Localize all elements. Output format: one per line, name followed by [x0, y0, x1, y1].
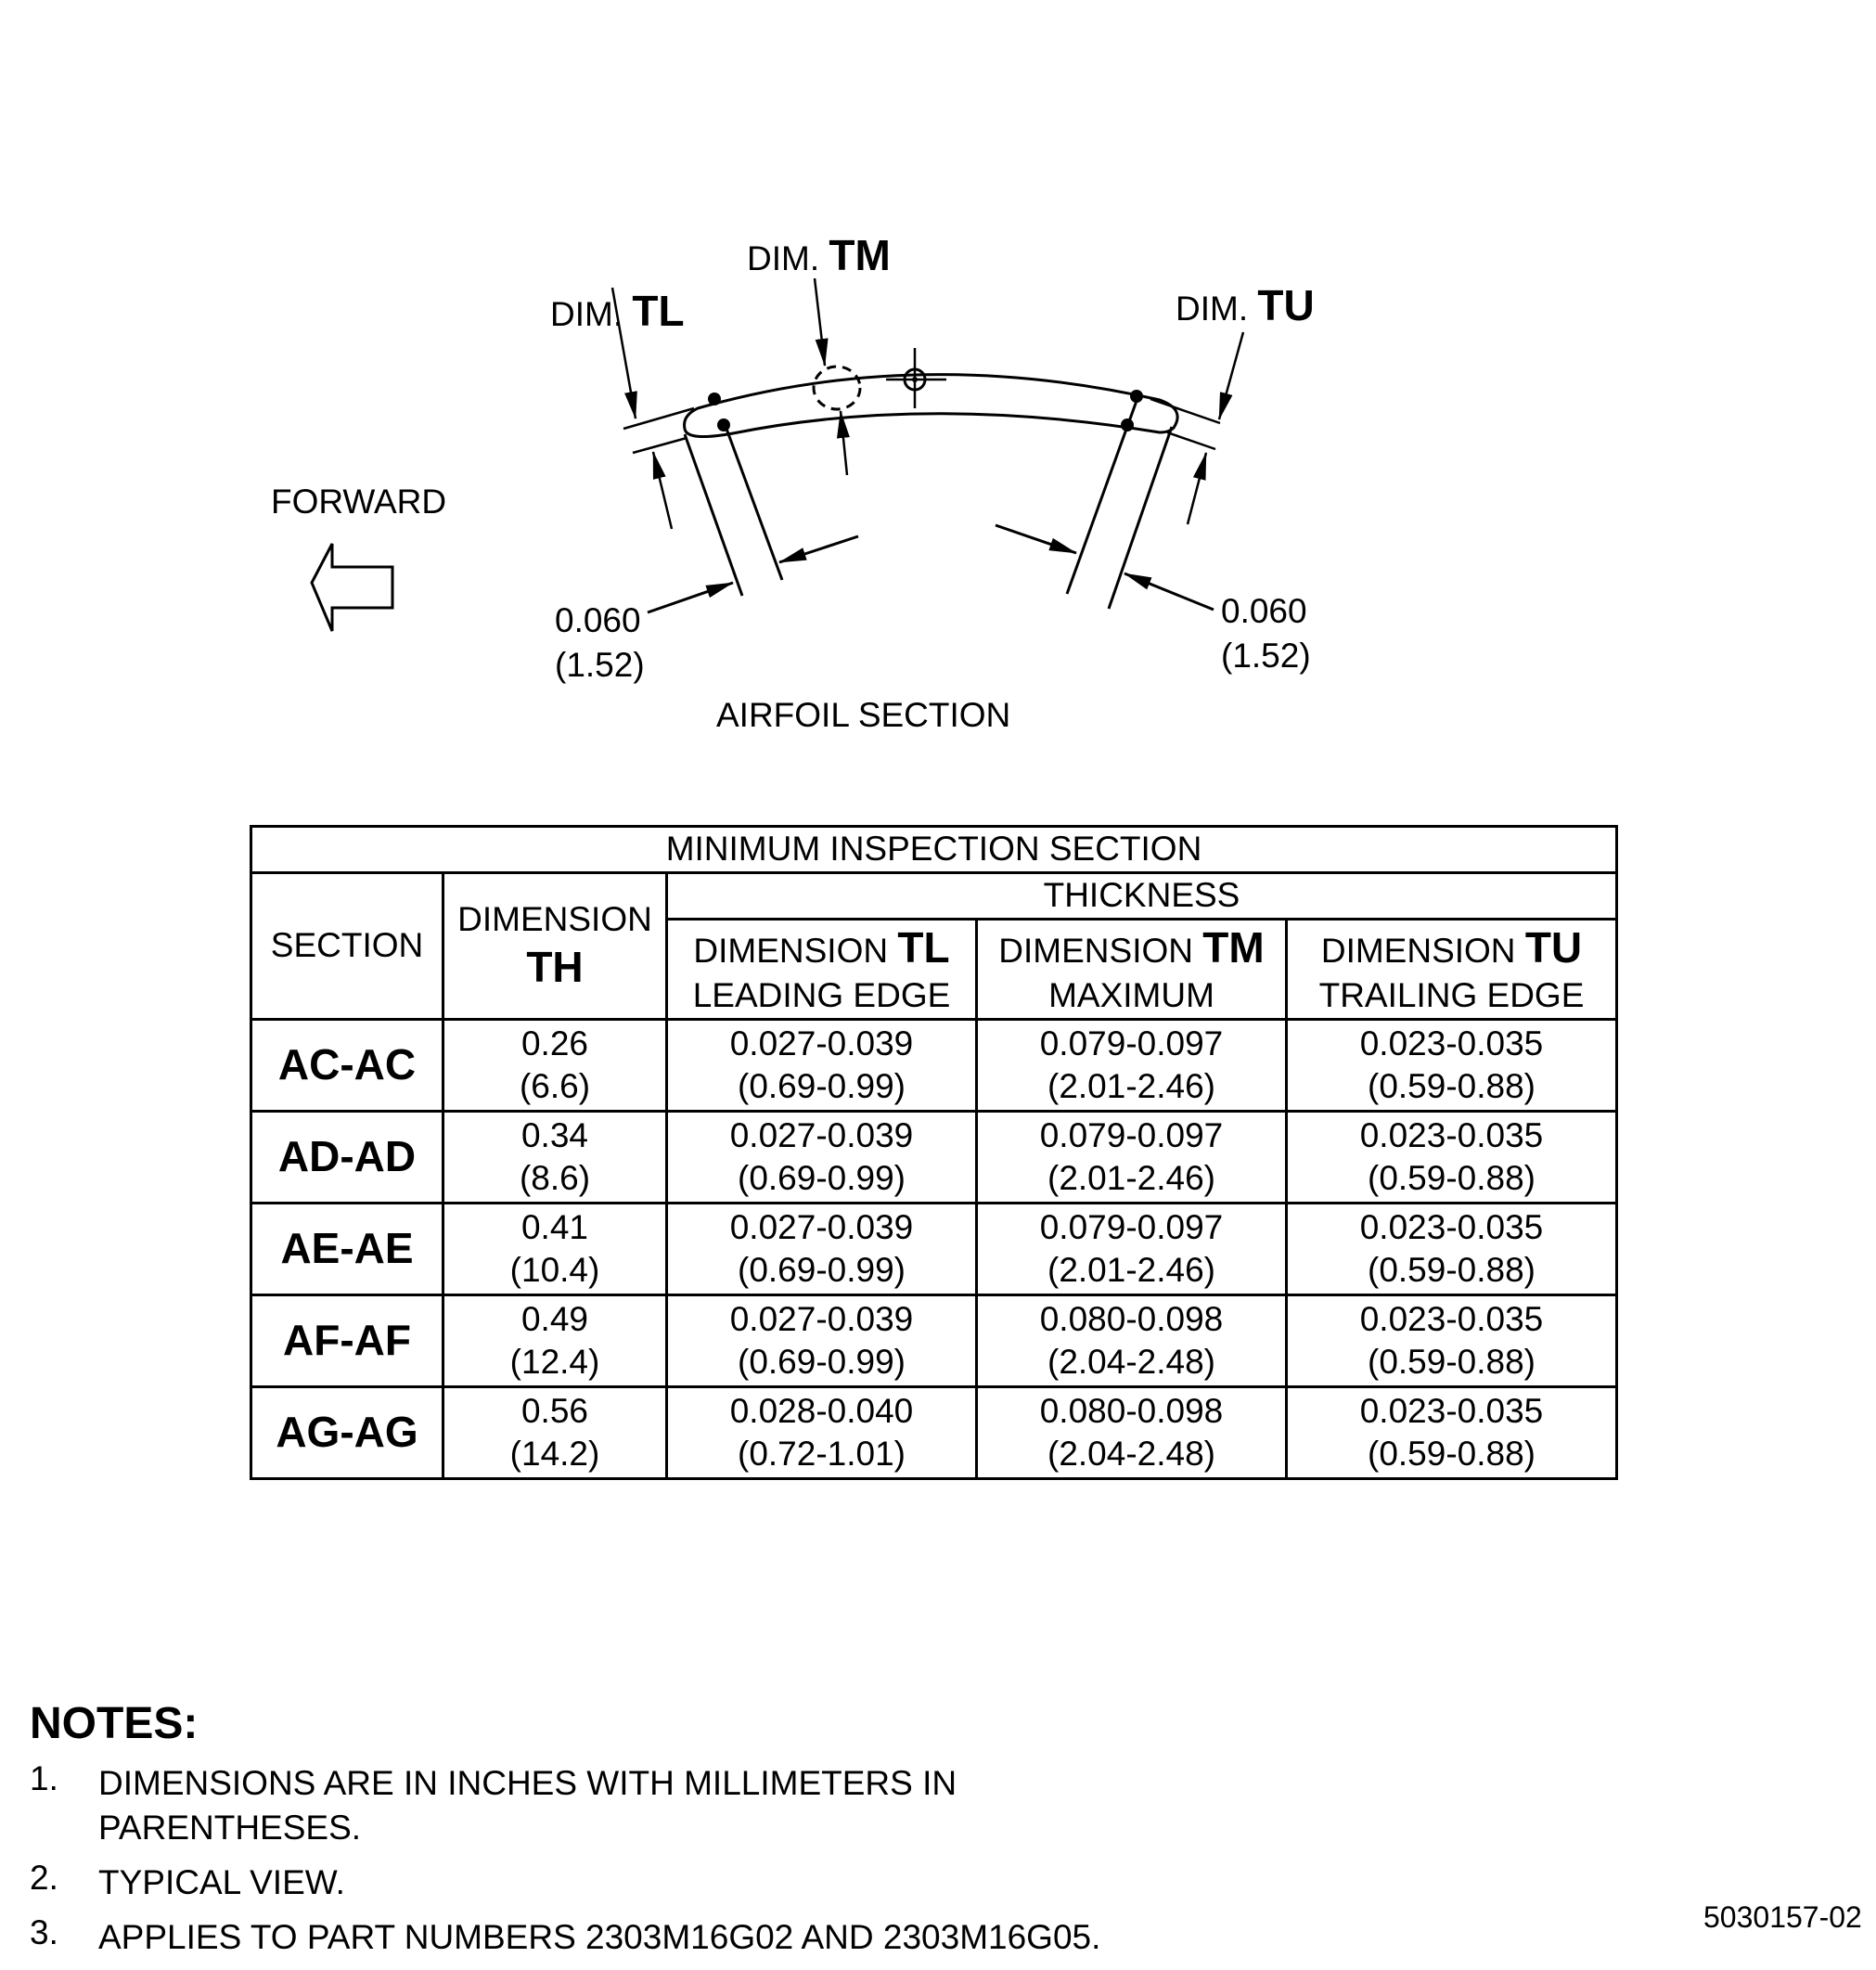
note-number: 1.: [30, 1759, 58, 1797]
tl-mm: (0.69-0.99): [738, 1343, 906, 1381]
header-tl: [667, 920, 977, 1020]
dim-tu-label: [1176, 281, 1315, 329]
figure-number: 5030157-02: [1703, 1900, 1862, 1934]
table-row: [251, 1295, 1617, 1387]
header-section: SECTION: [251, 873, 443, 1020]
center-crosshair: [886, 348, 946, 408]
th-mm: (10.4): [509, 1251, 600, 1289]
dim-tm-label: [747, 231, 891, 279]
tm-cell: [977, 1020, 1287, 1112]
th-inches: 0.56: [520, 1391, 588, 1430]
tm-mm: (2.01-2.46): [1047, 1067, 1215, 1105]
section-cell: AE-AE: [251, 1204, 443, 1295]
th-mm: (14.2): [509, 1435, 600, 1473]
tu-point-top: [1130, 390, 1143, 403]
header-tu-word: DIMENSION: [1320, 931, 1516, 970]
th-cell: [443, 1387, 667, 1479]
tm-inches: 0.079-0.097: [1039, 1115, 1224, 1154]
section-cell: AC-AC: [251, 1020, 443, 1112]
tm-mm: (2.01-2.46): [1047, 1251, 1215, 1289]
th-inches: 0.26: [520, 1024, 588, 1062]
dim-tu-code: TU: [1257, 281, 1315, 329]
table-row: [251, 1020, 1617, 1112]
tm-mm: (2.04-2.48): [1047, 1343, 1215, 1381]
th-inches: 0.34: [520, 1115, 588, 1154]
tl-mm: (0.69-0.99): [738, 1067, 906, 1105]
table-row: [251, 1204, 1617, 1295]
notes-title: NOTES:: [30, 1699, 199, 1748]
tm-cell: [977, 1295, 1287, 1387]
tu-mm: (0.59-0.88): [1368, 1067, 1535, 1105]
note-item: [30, 1861, 1212, 1905]
note-number: 2.: [30, 1859, 58, 1898]
tl-cell: [667, 1387, 977, 1479]
table-title: MINIMUM INSPECTION SECTION: [251, 827, 1617, 873]
note-text: APPLIES TO PART NUMBERS 2303M16G02 AND 2303M16G05.: [98, 1918, 1101, 1957]
dim-tl-prefix: DIM.: [550, 295, 623, 333]
table-row: [251, 1112, 1617, 1204]
tl-cell: [667, 1295, 977, 1387]
section-cell: AD-AD: [251, 1112, 443, 1204]
note-number: 3.: [30, 1913, 58, 1952]
header-tu: [1287, 920, 1617, 1020]
header-tl-word: DIMENSION: [693, 931, 889, 970]
th-mm: (8.6): [519, 1159, 591, 1197]
tm-dimension-arrows: [815, 278, 847, 475]
right-dim-mm: (1.52): [1221, 637, 1311, 675]
tm-measurement-circle: [814, 367, 860, 409]
tm-mm: (2.04-2.48): [1047, 1435, 1215, 1473]
th-cell: [443, 1020, 667, 1112]
dim-tu-prefix: DIM.: [1176, 290, 1249, 328]
header-th-code: TH: [526, 942, 584, 991]
tu-mm: (0.59-0.88): [1368, 1435, 1535, 1473]
tl-cell: [667, 1204, 977, 1295]
header-tu-desc: TRAILING EDGE: [1318, 976, 1585, 1015]
forward-label: FORWARD: [271, 483, 447, 521]
tl-cell: [667, 1112, 977, 1204]
th-mm: (12.4): [509, 1343, 600, 1381]
tl-cell: [667, 1020, 977, 1112]
tm-cell: [977, 1204, 1287, 1295]
tl-mm: (0.69-0.99): [738, 1251, 906, 1289]
tm-inches: 0.080-0.098: [1039, 1391, 1224, 1430]
tl-mm: (0.69-0.99): [738, 1159, 906, 1197]
tu-inches: 0.023-0.035: [1359, 1024, 1544, 1062]
header-tu-code: TU: [1524, 922, 1583, 972]
tm-inches: 0.079-0.097: [1039, 1024, 1224, 1062]
header-tm-word: DIMENSION: [998, 931, 1193, 970]
tl-inches: 0.027-0.039: [729, 1207, 914, 1246]
tm-inches: 0.079-0.097: [1039, 1207, 1224, 1246]
header-thickness: THICKNESS: [667, 873, 1617, 920]
table-row: [251, 1387, 1617, 1479]
section-cell: AG-AG: [251, 1387, 443, 1479]
tl-inches: 0.027-0.039: [729, 1299, 914, 1338]
note-item: [30, 1915, 1212, 1960]
tm-cell: [977, 1387, 1287, 1479]
th-cell: [443, 1295, 667, 1387]
tu-inches: 0.023-0.035: [1359, 1391, 1544, 1430]
tu-dimension-lines: [1150, 332, 1243, 524]
tu-inches: 0.023-0.035: [1359, 1299, 1544, 1338]
notes-block: [30, 1699, 1212, 1970]
airfoil-section-drawing: [0, 0, 1876, 798]
dim-tl-label: [550, 287, 685, 335]
header-dimension-th: [443, 873, 667, 1020]
th-cell: [443, 1112, 667, 1204]
tu-cell: [1287, 1020, 1617, 1112]
th-mm: (6.6): [519, 1067, 591, 1105]
dim-tl-code: TL: [632, 287, 685, 335]
dim-tm-code: TM: [829, 231, 891, 279]
right-wall-lines: [996, 401, 1214, 610]
header-tl-code: TL: [897, 922, 950, 972]
tu-mm: (0.59-0.88): [1368, 1251, 1535, 1289]
tu-mm: (0.59-0.88): [1368, 1343, 1535, 1381]
tu-cell: [1287, 1387, 1617, 1479]
tu-inches: 0.023-0.035: [1359, 1207, 1544, 1246]
header-tm-desc: MAXIMUM: [1048, 976, 1214, 1015]
tm-cell: [977, 1112, 1287, 1204]
th-inches: 0.49: [520, 1299, 588, 1338]
th-cell: [443, 1204, 667, 1295]
tl-inches: 0.027-0.039: [729, 1115, 914, 1154]
inspection-table: [250, 825, 1618, 1480]
tl-inches: 0.027-0.039: [729, 1024, 914, 1062]
tu-mm: (0.59-0.88): [1368, 1159, 1535, 1197]
header-tm-code: TM: [1202, 922, 1265, 972]
note-item: [30, 1761, 1212, 1850]
tu-cell: [1287, 1204, 1617, 1295]
tl-inches: 0.028-0.040: [729, 1391, 914, 1430]
note-text: TYPICAL VIEW.: [98, 1863, 345, 1902]
th-inches: 0.41: [520, 1207, 588, 1246]
section-cell: AF-AF: [251, 1295, 443, 1387]
left-dim-inches: 0.060: [555, 601, 641, 639]
note-text: DIMENSIONS ARE IN INCHES WITH MILLIMETERS IN PARENTHESES.: [98, 1764, 957, 1848]
left-wall-lines: [648, 429, 858, 612]
diagram-caption: AIRFOIL SECTION: [716, 696, 1011, 734]
tu-cell: [1287, 1295, 1617, 1387]
tu-inches: 0.023-0.035: [1359, 1115, 1544, 1154]
tl-mm: (0.72-1.01): [738, 1435, 906, 1473]
left-dim-mm: (1.52): [555, 646, 645, 684]
header-tl-desc: LEADING EDGE: [692, 976, 951, 1015]
tm-inches: 0.080-0.098: [1039, 1299, 1224, 1338]
airfoil-outline: [685, 375, 1178, 437]
dim-tm-prefix: DIM.: [747, 239, 820, 277]
header-tm: [977, 920, 1287, 1020]
tm-mm: (2.01-2.46): [1047, 1159, 1215, 1197]
header-dimension-word: DIMENSION: [457, 899, 652, 938]
tl-point-top: [708, 393, 721, 406]
right-dim-inches: 0.060: [1221, 592, 1307, 630]
tu-cell: [1287, 1112, 1617, 1204]
forward-arrow-icon: [312, 544, 392, 631]
